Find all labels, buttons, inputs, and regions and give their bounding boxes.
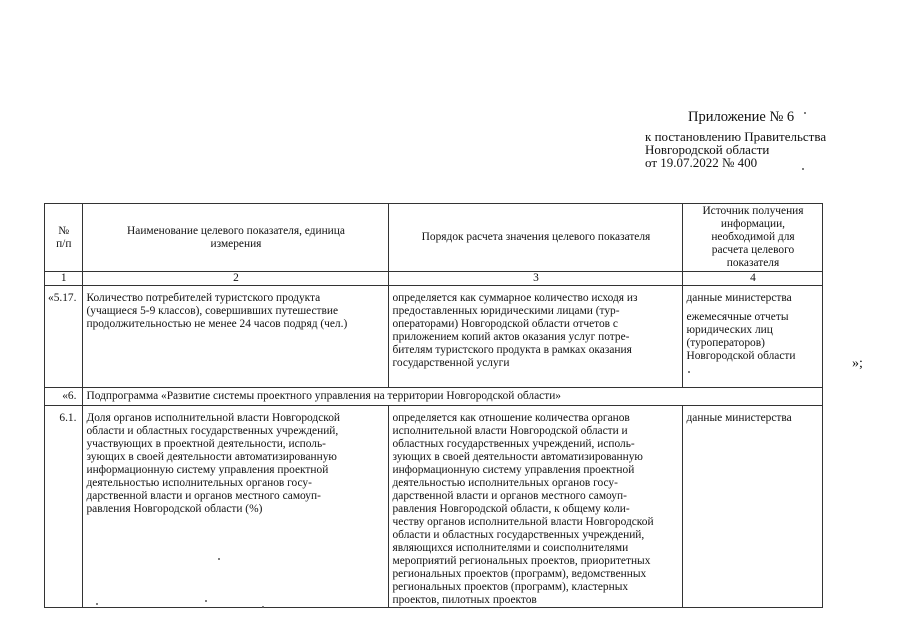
scan-speck bbox=[96, 603, 98, 605]
subprogram-title: Подпрограмма «Развитие системы проектного управления на территории Новгородской области» bbox=[83, 388, 823, 406]
indicator-name: Количество потребителей туристского продукта (учащиеся 5-9 классов), совершивших путешествие продолжительностью не менее 24 часов подряд (чел.) bbox=[83, 286, 389, 388]
annex-title: Приложение № 6 bbox=[688, 109, 795, 125]
table-row bbox=[45, 286, 823, 388]
subprogram-row bbox=[45, 388, 823, 406]
scan-speck bbox=[802, 168, 804, 170]
header-indicator-name: Наименование целевого показателя, единица измерения bbox=[83, 204, 389, 272]
row-number: «6. bbox=[45, 388, 83, 406]
header-number: № п/п bbox=[45, 204, 83, 272]
row-number: 6.1. bbox=[45, 406, 83, 608]
table-header-row bbox=[45, 204, 823, 272]
scan-speck bbox=[804, 112, 806, 114]
column-number-row bbox=[45, 272, 823, 286]
calculation-method: определяется как отношение количества органов исполнительной власти Новгородской области и областных государственных учреждений, исполь- зующих в своей деятельности автоматизированную информационную систему управления проектной деятельностью исполнительных органов госу- дарственной власти и органов местного самоуп- равления Новгородской области, к общему коли- честву органов исполнительной власти Новгородской области и областных государственных учреждений, являющихся исполнителями и соисполнителями мероприятий региональных проектов, приоритетных региональных проектов (программ), ведомственных региональных проектов (программ), кластерных проектов, пилотных проектов bbox=[389, 406, 683, 608]
row-number: «5.17. bbox=[45, 286, 83, 388]
scan-speck bbox=[218, 558, 220, 560]
closing-quote-mark: »; bbox=[852, 356, 863, 371]
table-row bbox=[45, 406, 823, 608]
column-number: 4 bbox=[683, 272, 823, 286]
calculation-method: определяется как суммарное количество исходя из предоставленных юридическими лицами (тур- операторами) Новгородской области отчетов с приложением копий актов оказания услуг потре- бителям туристского продукта в рамках оказания государственной услуги bbox=[389, 286, 683, 388]
scan-speck bbox=[688, 371, 690, 373]
decree-line-3: от 19.07.2022 № 400 bbox=[645, 155, 758, 170]
indicator-name: Доля органов исполнительной власти Новгородской области и областных государственных учреждений, участвующих в проектной деятельности, исполь- зующих в своей деятельности автоматизированную информационную систему управления проектной деятельностью исполнительных органов госу- дарственной власти и органов местного самоуп- равления Новгородской области (%) bbox=[83, 406, 389, 608]
scan-speck bbox=[205, 600, 207, 602]
decree-line-2: Новгородской области bbox=[645, 142, 770, 157]
information-source: данные министерства ежемесячные отчеты юридических лиц (туроператоров) Новгородской области bbox=[683, 286, 823, 388]
scan-speck bbox=[262, 606, 264, 608]
column-number: 3 bbox=[389, 272, 683, 286]
indicators-table bbox=[44, 203, 823, 608]
header-calculation-method: Порядок расчета значения целевого показателя bbox=[389, 204, 683, 272]
column-number: 1 bbox=[45, 272, 83, 286]
decree-line-1: к постановлению Правительства bbox=[645, 129, 827, 144]
information-source: данные министерства bbox=[683, 406, 823, 608]
column-number: 2 bbox=[83, 272, 389, 286]
header-information-source: Источник получения информации, необходимой для расчета целевого показателя bbox=[683, 204, 823, 272]
